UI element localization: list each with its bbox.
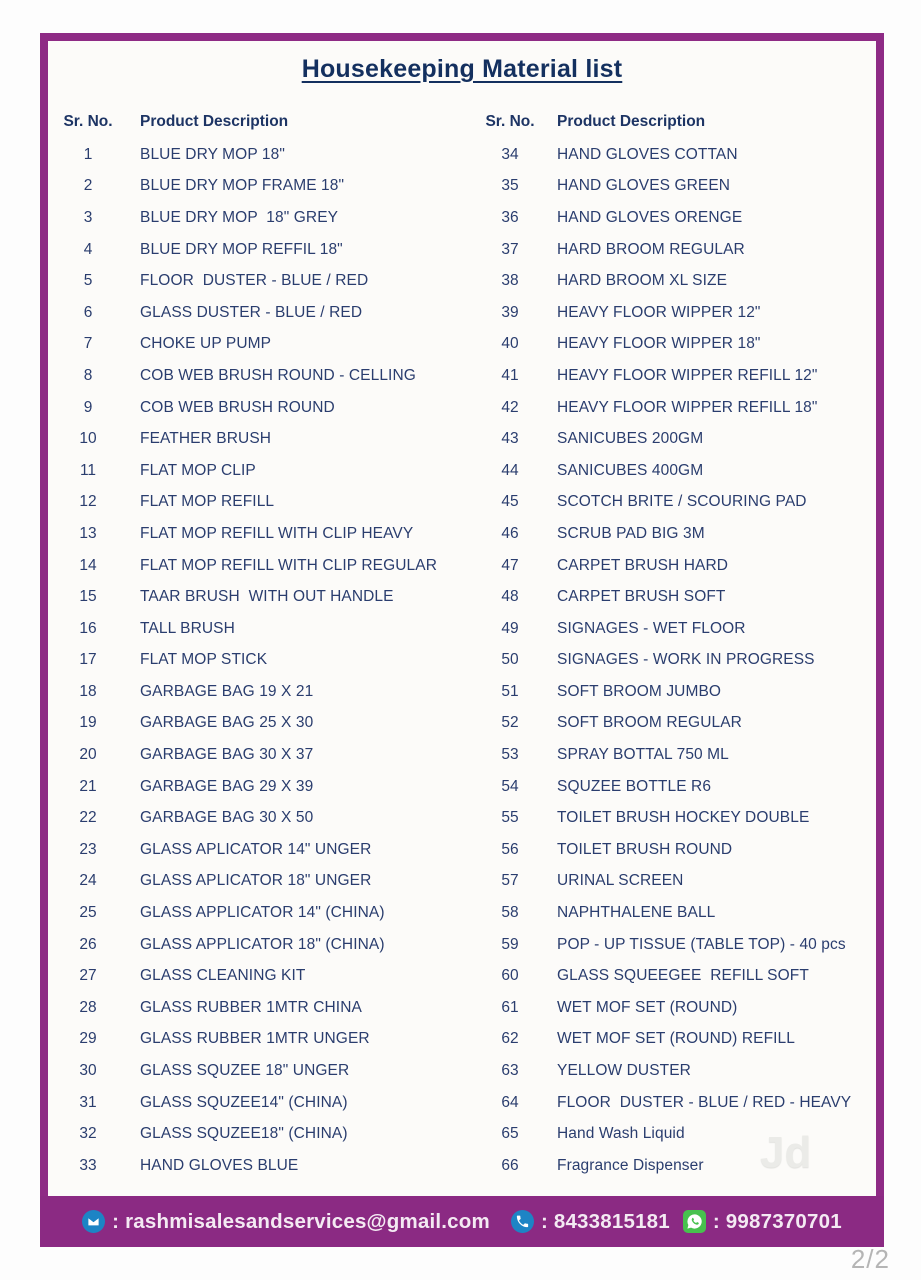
item-description: GLASS DUSTER - BLUE / RED (140, 303, 363, 321)
list-item (58, 613, 468, 645)
item-description: SOFT BROOM JUMBO (557, 682, 722, 700)
item-description: FEATHER BRUSH (140, 430, 272, 448)
item-number: 31 (79, 1093, 97, 1111)
item-number: 54 (501, 777, 519, 795)
item-description: GARBAGE BAG 30 X 37 (140, 746, 314, 764)
item-number: 60 (501, 967, 519, 985)
item-number: 53 (501, 746, 519, 764)
item-description: GLASS APLICATOR 18" UNGER (140, 872, 372, 890)
item-description: GLASS CLEANING KIT (140, 967, 306, 985)
list-item (480, 455, 874, 487)
list-item (480, 1150, 874, 1182)
item-number: 9 (83, 398, 93, 416)
item-number: 30 (79, 1062, 97, 1080)
item-number: 62 (501, 1030, 519, 1048)
list-item (58, 1118, 468, 1150)
list-item (58, 645, 468, 677)
phone-number-text[interactable]: : 8433815181 (540, 1209, 670, 1233)
email-text[interactable]: : rashmisalesandservices@gmail.com (112, 1209, 490, 1233)
list-item (480, 171, 874, 203)
item-description: GARBAGE BAG 19 X 21 (140, 682, 314, 700)
item-description: FLAT MOP REFILL WITH CLIP REGULAR (140, 556, 438, 574)
list-item (58, 487, 468, 519)
jd-watermark: Jd (760, 1128, 812, 1177)
page-title: Housekeeping Material list (301, 55, 623, 83)
list-item (480, 929, 874, 961)
item-description: GLASS RUBBER 1MTR UNGER (140, 1030, 370, 1048)
list-item (58, 1055, 468, 1087)
list-item (58, 739, 468, 771)
list-item (58, 676, 468, 708)
item-description: GLASS APLICATOR 14" UNGER (140, 840, 372, 858)
sr-no-header: Sr. No. (485, 113, 535, 130)
list-item (58, 834, 468, 866)
list-item (480, 866, 874, 898)
item-description: GLASS SQUZEE 18" UNGER (140, 1062, 350, 1080)
item-description: COB WEB BRUSH ROUND (140, 398, 335, 416)
item-number: 35 (501, 177, 519, 195)
sr-no-header: Sr. No. (63, 113, 113, 130)
item-number: 8 (83, 366, 93, 384)
item-description: SCRUB PAD BIG 3M (557, 524, 705, 542)
item-number: 61 (501, 998, 519, 1016)
email-icon (82, 1210, 105, 1233)
item-description: SANICUBES 400GM (557, 461, 704, 479)
page-number-indicator: 2/2 (850, 1244, 890, 1274)
item-number: 44 (501, 461, 519, 479)
column-header-row (58, 105, 468, 139)
list-item (480, 960, 874, 992)
list-item (58, 866, 468, 898)
item-number: 21 (79, 777, 97, 795)
item-description: HAND GLOVES GREEN (557, 177, 731, 195)
whatsapp-number-text[interactable]: : 9987370701 (712, 1209, 842, 1233)
item-number: 38 (501, 272, 519, 290)
item-number: 24 (79, 872, 97, 890)
item-description: HARD BROOM REGULAR (557, 240, 745, 258)
item-number: 16 (79, 619, 97, 637)
item-description: BLUE DRY MOP 18" GREY (140, 208, 339, 226)
item-number: 45 (501, 493, 519, 511)
item-description: GLASS APPLICATOR 14" (CHINA) (140, 904, 385, 922)
item-description: HEAVY FLOOR WIPPER 18" (557, 335, 761, 353)
list-item (58, 992, 468, 1024)
item-description: SPRAY BOTTAL 750 ML (557, 746, 729, 764)
item-description: GARBAGE BAG 29 X 39 (140, 777, 314, 795)
list-item (58, 1150, 468, 1182)
item-description: GLASS SQUEEGEE REFILL SOFT (557, 967, 809, 985)
item-number: 26 (79, 935, 97, 953)
item-description: YELLOW DUSTER (557, 1062, 691, 1080)
list-item (58, 581, 468, 613)
list-item (480, 645, 874, 677)
item-number: 55 (501, 809, 519, 827)
item-number: 17 (79, 651, 97, 669)
item-number: 39 (501, 303, 519, 321)
item-number: 22 (79, 809, 97, 827)
item-description: TOILET BRUSH ROUND (557, 840, 733, 858)
item-description: BLUE DRY MOP REFFIL 18" (140, 240, 343, 258)
item-description: URINAL SCREEN (557, 872, 684, 890)
list-item (58, 960, 468, 992)
list-item (480, 1055, 874, 1087)
list-item (58, 802, 468, 834)
list-item (480, 834, 874, 866)
item-number: 64 (501, 1093, 519, 1111)
list-item (480, 802, 874, 834)
item-description: HAND GLOVES BLUE (140, 1156, 299, 1174)
list-item (480, 1087, 874, 1119)
item-number: 13 (79, 524, 97, 542)
item-number: 6 (83, 303, 93, 321)
list-item (58, 550, 468, 582)
item-description: FLAT MOP REFILL WITH CLIP HEAVY (140, 524, 414, 542)
item-number: 66 (501, 1156, 519, 1174)
item-number: 52 (501, 714, 519, 732)
list-item (480, 613, 874, 645)
contact-footer (40, 1196, 884, 1247)
item-number: 65 (501, 1125, 519, 1143)
item-description: POP - UP TISSUE (TABLE TOP) - 40 pcs (557, 935, 846, 953)
item-description: FLOOR DUSTER - BLUE / RED - HEAVY (557, 1093, 852, 1111)
column-header-row (480, 105, 874, 139)
item-description: TAAR BRUSH WITH OUT HANDLE (140, 588, 394, 606)
item-description: FLAT MOP REFILL (140, 493, 275, 511)
item-description: NAPHTHALENE BALL (557, 904, 716, 922)
item-number: 50 (501, 651, 519, 669)
item-number: 29 (79, 1030, 97, 1048)
item-description: FLAT MOP STICK (140, 651, 268, 669)
list-item (58, 455, 468, 487)
list-item (58, 929, 468, 961)
item-number: 43 (501, 430, 519, 448)
item-description: COB WEB BRUSH ROUND - CELLING (140, 366, 416, 384)
list-item (58, 708, 468, 740)
list-item (480, 265, 874, 297)
item-description: GLASS SQUZEE14" (CHINA) (140, 1093, 348, 1111)
item-rows (58, 139, 468, 1182)
item-description: HEAVY FLOOR WIPPER REFILL 18" (557, 398, 818, 416)
item-description: Fragrance Dispenser (557, 1156, 704, 1174)
list-item (480, 581, 874, 613)
item-description: SANICUBES 200GM (557, 430, 704, 448)
item-description: SIGNAGES - WET FLOOR (557, 619, 746, 637)
item-number: 15 (79, 588, 97, 606)
item-description: GLASS APPLICATOR 18" (CHINA) (140, 935, 385, 953)
item-number: 48 (501, 588, 519, 606)
item-number: 14 (79, 556, 97, 574)
item-description: GLASS RUBBER 1MTR CHINA (140, 998, 362, 1016)
item-rows (480, 139, 874, 1182)
product-description-header: Product Description (557, 113, 706, 130)
item-description: BLUE DRY MOP FRAME 18" (140, 177, 345, 195)
list-item (58, 518, 468, 550)
list-item (480, 423, 874, 455)
item-number: 47 (501, 556, 519, 574)
item-description: GLASS SQUZEE18" (CHINA) (140, 1125, 348, 1143)
list-item (58, 171, 468, 203)
item-description: HAND GLOVES ORENGE (557, 208, 743, 226)
item-number: 1 (83, 145, 93, 163)
list-item (480, 897, 874, 929)
list-item (480, 676, 874, 708)
list-item (480, 234, 874, 266)
item-number: 49 (501, 619, 519, 637)
item-number: 32 (79, 1125, 97, 1143)
item-number: 7 (83, 335, 93, 353)
item-description: SOFT BROOM REGULAR (557, 714, 742, 732)
item-number: 3 (83, 208, 93, 226)
list-item (480, 139, 874, 171)
item-description: GARBAGE BAG 25 X 30 (140, 714, 314, 732)
item-description: WET MOF SET (ROUND) (557, 998, 738, 1016)
item-number: 25 (79, 904, 97, 922)
list-item (58, 202, 468, 234)
list-item (480, 1024, 874, 1056)
list-item (480, 329, 874, 361)
item-number: 51 (501, 682, 519, 700)
item-description: TOILET BRUSH HOCKEY DOUBLE (557, 809, 810, 827)
phone-icon (511, 1210, 534, 1233)
item-description: SIGNAGES - WORK IN PROGRESS (557, 651, 815, 669)
item-number: 20 (79, 746, 97, 764)
item-number: 2 (83, 177, 93, 195)
item-description: TALL BRUSH (140, 619, 235, 637)
item-number: 10 (79, 430, 97, 448)
item-number: 33 (79, 1156, 97, 1174)
list-item (480, 771, 874, 803)
item-number: 23 (79, 840, 97, 858)
list-item (480, 518, 874, 550)
list-item (480, 1118, 874, 1150)
item-number: 58 (501, 904, 519, 922)
item-number: 56 (501, 840, 519, 858)
item-number: 12 (79, 493, 97, 511)
item-description: SCOTCH BRITE / SCOURING PAD (557, 493, 807, 511)
item-description: BLUE DRY MOP 18" (140, 145, 285, 163)
item-description: HEAVY FLOOR WIPPER 12" (557, 303, 761, 321)
item-description: FLOOR DUSTER - BLUE / RED (140, 272, 369, 290)
list-item (58, 234, 468, 266)
list-item (480, 487, 874, 519)
item-number: 36 (501, 208, 519, 226)
list-item (480, 550, 874, 582)
item-number: 40 (501, 335, 519, 353)
list-item (58, 297, 468, 329)
item-description: HARD BROOM XL SIZE (557, 272, 728, 290)
item-number: 34 (501, 145, 519, 163)
item-description: SQUZEE BOTTLE R6 (557, 777, 712, 795)
list-item (480, 708, 874, 740)
product-description-header: Product Description (140, 113, 289, 130)
list-item (480, 992, 874, 1024)
item-description: GARBAGE BAG 30 X 50 (140, 809, 314, 827)
list-item (58, 1087, 468, 1119)
list-item (58, 771, 468, 803)
item-column-left (58, 105, 468, 1182)
list-item (480, 392, 874, 424)
list-item (58, 265, 468, 297)
list-item (58, 139, 468, 171)
item-description: CARPET BRUSH HARD (557, 556, 729, 574)
item-description: Hand Wash Liquid (557, 1125, 685, 1143)
item-number: 37 (501, 240, 519, 258)
item-number: 42 (501, 398, 519, 416)
item-column-right (480, 105, 874, 1182)
list-item (58, 897, 468, 929)
item-number: 41 (501, 366, 519, 384)
item-number: 28 (79, 998, 97, 1016)
item-description: FLAT MOP CLIP (140, 461, 256, 479)
list-item (58, 392, 468, 424)
item-description: HEAVY FLOOR WIPPER REFILL 12" (557, 366, 818, 384)
item-description: WET MOF SET (ROUND) REFILL (557, 1030, 795, 1048)
item-number: 46 (501, 524, 519, 542)
item-number: 27 (79, 967, 97, 985)
item-description: CARPET BRUSH SOFT (557, 588, 726, 606)
item-description: CHOKE UP PUMP (140, 335, 272, 353)
item-number: 57 (501, 872, 519, 890)
item-number: 11 (79, 461, 97, 479)
list-item (480, 297, 874, 329)
item-number: 63 (501, 1062, 519, 1080)
list-item (58, 1024, 468, 1056)
list-item (58, 423, 468, 455)
list-item (480, 202, 874, 234)
item-number: 4 (83, 240, 93, 258)
document-frame (40, 33, 884, 1247)
item-number: 59 (501, 935, 519, 953)
item-description: HAND GLOVES COTTAN (557, 145, 738, 163)
item-number: 5 (83, 272, 93, 290)
list-item (480, 360, 874, 392)
list-item (58, 329, 468, 361)
item-number: 19 (79, 714, 97, 732)
list-item (58, 360, 468, 392)
whatsapp-icon (683, 1210, 706, 1233)
item-number: 18 (79, 682, 97, 700)
list-item (480, 739, 874, 771)
